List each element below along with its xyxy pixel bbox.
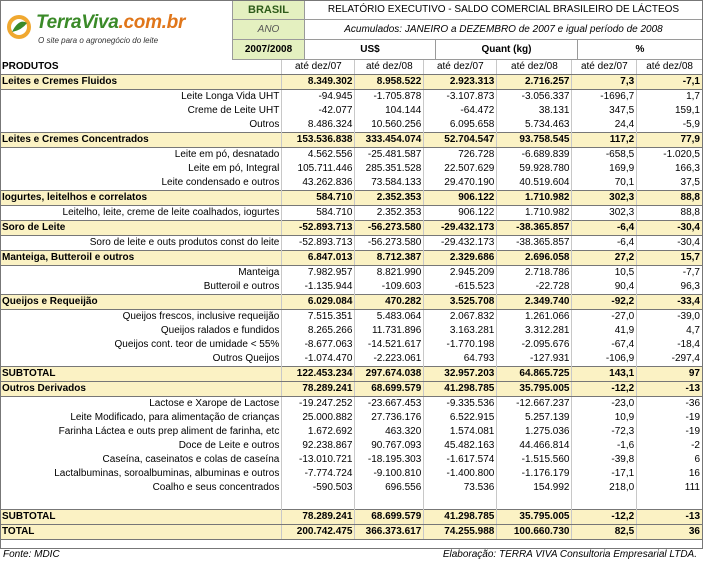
cell-pct-2008: 97 — [637, 367, 703, 382]
product-label: Leite em pó, desnatado — [0, 148, 282, 163]
cell-qty-2007: 6.095.658 — [424, 118, 497, 133]
cell-usd-2008: 27.736.176 — [355, 411, 424, 425]
group-row — [0, 191, 703, 206]
cell-pct-2008: 6 — [637, 453, 703, 467]
cell-qty-2008: -2.095.676 — [497, 338, 572, 352]
cell-qty-2007: 2.067.832 — [424, 310, 497, 325]
cell-usd-2007 — [282, 495, 355, 510]
cell-pct-2008: -33,4 — [637, 295, 703, 310]
cell-pct-2007: 117,2 — [572, 133, 637, 148]
cell-usd-2007: -13.010.721 — [282, 453, 355, 467]
cell-usd-2007: 122.453.234 — [282, 367, 355, 382]
cell-pct-2008: 36 — [637, 525, 703, 540]
col-header-qty-2007: até dez/07 — [424, 60, 497, 75]
cell-pct-2007: -72,3 — [572, 425, 637, 439]
spacer-row — [0, 495, 703, 510]
cell-usd-2008: 73.584.133 — [355, 176, 424, 191]
product-label: Coalho e seus concentrados — [0, 481, 282, 495]
cell-usd-2008: -109.603 — [355, 280, 424, 295]
cell-pct-2008: -2 — [637, 439, 703, 453]
table-row — [0, 338, 703, 352]
cell-pct-2007: 27,2 — [572, 251, 637, 266]
cell-usd-2007: 78.289.241 — [282, 510, 355, 525]
product-label: Leite Longa Vida UHT — [0, 90, 282, 105]
table-row — [0, 206, 703, 221]
cell-pct-2007: 218,0 — [572, 481, 637, 495]
cell-usd-2008: 68.699.579 — [355, 382, 424, 397]
product-label: SUBTOTAL — [0, 367, 282, 382]
product-label: Manteiga, Butteroil e outros — [0, 251, 282, 266]
logo-tagline: O site para o agronegócio do leite — [38, 36, 159, 45]
logo-brand-terra: Terra — [36, 12, 82, 33]
product-label: Queijos cont. teor de umidade < 55% — [0, 338, 282, 352]
cell-qty-2008: 44.466.814 — [497, 439, 572, 453]
cell-usd-2008: -9.100.810 — [355, 467, 424, 481]
product-label: Farinha Láctea e outs prep aliment de farinha, etc — [0, 425, 282, 439]
cell-qty-2008: -22.728 — [497, 280, 572, 295]
cell-usd-2008: 104.144 — [355, 104, 424, 118]
cell-qty-2008: 64.865.725 — [497, 367, 572, 382]
cell-qty-2008: 3.312.281 — [497, 324, 572, 338]
cell-qty-2008: 1.710.982 — [497, 206, 572, 221]
col-header-usd-2007: até dez/07 — [282, 60, 355, 75]
product-label: Leites e Cremes Concentrados — [0, 133, 282, 148]
cell-pct-2008: 88,8 — [637, 191, 703, 206]
table-row — [0, 118, 703, 133]
cell-usd-2007: 200.742.475 — [282, 525, 355, 540]
table-row — [0, 411, 703, 425]
cell-usd-2007: 25.000.882 — [282, 411, 355, 425]
cell-qty-2007: 45.482.163 — [424, 439, 497, 453]
report-title: RELATÓRIO EXECUTIVO - SALDO COMERCIAL BRASILEIRO DE LÁCTEOS — [305, 0, 703, 20]
cell-qty-2007 — [424, 495, 497, 510]
cell-qty-2008: 1.710.982 — [497, 191, 572, 206]
cell-qty-2007: -3.107.873 — [424, 90, 497, 105]
cell-qty-2008: 93.758.545 — [497, 133, 572, 148]
cell-pct-2007: -1696,7 — [572, 90, 637, 105]
cell-usd-2008: 2.352.353 — [355, 191, 424, 206]
cell-usd-2007: 92.238.867 — [282, 439, 355, 453]
cell-usd-2007: -19.247.252 — [282, 397, 355, 412]
cell-pct-2007: -12,2 — [572, 382, 637, 397]
cell-qty-2008: 38.131 — [497, 104, 572, 118]
cell-pct-2008: 1,7 — [637, 90, 703, 105]
cell-usd-2008: 463.320 — [355, 425, 424, 439]
cell-qty-2007: 2.329.686 — [424, 251, 497, 266]
globe-leaf-icon — [6, 14, 32, 40]
cell-qty-2007: -615.523 — [424, 280, 497, 295]
cell-usd-2007: -590.503 — [282, 481, 355, 495]
cell-qty-2007: 73.536 — [424, 481, 497, 495]
product-label: Leite em pó, Integral — [0, 162, 282, 176]
cell-usd-2008: 11.731.896 — [355, 324, 424, 338]
cell-pct-2007: -27,0 — [572, 310, 637, 325]
cell-qty-2007: 32.957.203 — [424, 367, 497, 382]
cell-pct-2008: -1.020,5 — [637, 148, 703, 163]
cell-pct-2007: -6,4 — [572, 221, 637, 236]
cell-qty-2007: 74.255.988 — [424, 525, 497, 540]
table-row — [0, 90, 703, 105]
cell-pct-2008: -19 — [637, 411, 703, 425]
cell-pct-2007: 169,9 — [572, 162, 637, 176]
cell-usd-2008: -56.273.580 — [355, 221, 424, 236]
cell-usd-2008: 297.674.038 — [355, 367, 424, 382]
cell-pct-2007: 70,1 — [572, 176, 637, 191]
product-label: Creme de Leite UHT — [0, 104, 282, 118]
cell-pct-2008: -18,4 — [637, 338, 703, 352]
report-subtitle: Acumulados: JANEIRO a DEZEMBRO de 2007 e igual período de 2008 — [305, 20, 703, 40]
cell-qty-2008: 2.718.786 — [497, 266, 572, 281]
report-header — [0, 0, 703, 60]
cell-qty-2008: 154.992 — [497, 481, 572, 495]
table-row — [0, 162, 703, 176]
cell-qty-2007: 6.522.915 — [424, 411, 497, 425]
cell-pct-2008: 16 — [637, 467, 703, 481]
cell-usd-2007: 6.029.084 — [282, 295, 355, 310]
table-row — [0, 397, 703, 412]
product-label: Queijos e Requeijão — [0, 295, 282, 310]
cell-usd-2007: -1.074.470 — [282, 352, 355, 367]
product-label: Outros Derivados — [0, 382, 282, 397]
product-label: Leites e Cremes Fluidos — [0, 75, 282, 90]
cell-qty-2008: 35.795.005 — [497, 382, 572, 397]
cell-usd-2008: 470.282 — [355, 295, 424, 310]
cell-usd-2007: -52.893.713 — [282, 236, 355, 251]
product-label: TOTAL — [0, 525, 282, 540]
cell-pct-2008: -39,0 — [637, 310, 703, 325]
col-group-quantity: Quant (kg) — [436, 40, 578, 60]
product-label: Soro de leite e outs produtos const do leite — [0, 236, 282, 251]
product-label: Leite Modificado, para alimentação de crianças — [0, 411, 282, 425]
cell-qty-2007: 3.163.281 — [424, 324, 497, 338]
cell-usd-2007: 584.710 — [282, 191, 355, 206]
cell-pct-2008: -13 — [637, 382, 703, 397]
cell-usd-2008: 2.352.353 — [355, 206, 424, 221]
col-group-usd: US$ — [305, 40, 436, 60]
cell-pct-2007: 7,3 — [572, 75, 637, 90]
cell-pct-2007: 143,1 — [572, 367, 637, 382]
group-row — [0, 251, 703, 266]
cell-qty-2007: 2.923.313 — [424, 75, 497, 90]
cell-usd-2007: 78.289.241 — [282, 382, 355, 397]
cell-qty-2008: 35.795.005 — [497, 510, 572, 525]
country-label: BRASIL — [233, 0, 305, 20]
cell-usd-2007: 584.710 — [282, 206, 355, 221]
table-row — [0, 352, 703, 367]
terraviva-logo — [0, 0, 233, 60]
product-label: Outros Queijos — [0, 352, 282, 367]
cell-qty-2007: 906.122 — [424, 206, 497, 221]
product-label: Leitelho, leite, creme de leite coalhados, iogurtes — [0, 206, 282, 221]
cell-usd-2007: -7.774.724 — [282, 467, 355, 481]
cell-qty-2008: -1.176.179 — [497, 467, 572, 481]
cell-qty-2007: 29.470.190 — [424, 176, 497, 191]
cell-usd-2008: 8.712.387 — [355, 251, 424, 266]
cell-usd-2008: -14.521.617 — [355, 338, 424, 352]
group-row — [0, 295, 703, 310]
logo-brand-domain: .com.br — [118, 12, 186, 33]
cell-pct-2008: -7,1 — [637, 75, 703, 90]
cell-pct-2008: -297,4 — [637, 352, 703, 367]
cell-pct-2007: -39,8 — [572, 453, 637, 467]
product-label: Queijos ralados e fundidos — [0, 324, 282, 338]
cell-pct-2008: -5,9 — [637, 118, 703, 133]
cell-qty-2008: 59.928.780 — [497, 162, 572, 176]
cell-qty-2008: 1.275.036 — [497, 425, 572, 439]
cell-pct-2008: 37,5 — [637, 176, 703, 191]
cell-usd-2007: -1.135.944 — [282, 280, 355, 295]
cell-pct-2007: 302,3 — [572, 206, 637, 221]
table-row — [0, 481, 703, 495]
table-row — [0, 453, 703, 467]
cell-usd-2008: -23.667.453 — [355, 397, 424, 412]
table-row — [0, 104, 703, 118]
cell-usd-2008: -56.273.580 — [355, 236, 424, 251]
cell-qty-2007: 726.728 — [424, 148, 497, 163]
year-label: ANO — [233, 20, 305, 40]
cell-usd-2007: -42.077 — [282, 104, 355, 118]
cell-pct-2007: -6,4 — [572, 236, 637, 251]
cell-pct-2008: -7,7 — [637, 266, 703, 281]
period-label: 2007/2008 — [233, 40, 305, 60]
table-row — [0, 324, 703, 338]
cell-qty-2008: 5.257.139 — [497, 411, 572, 425]
cell-qty-2008: 5.734.463 — [497, 118, 572, 133]
cell-qty-2008 — [497, 495, 572, 510]
product-label: Iogurtes, leitelhos e correlatos — [0, 191, 282, 206]
cell-usd-2008 — [355, 495, 424, 510]
cell-usd-2008: 90.767.093 — [355, 439, 424, 453]
table-row — [0, 236, 703, 251]
logo-brand — [36, 12, 185, 34]
cell-pct-2008: 88,8 — [637, 206, 703, 221]
cell-usd-2008: 696.556 — [355, 481, 424, 495]
cell-pct-2007: 41,9 — [572, 324, 637, 338]
cell-qty-2008: 2.696.058 — [497, 251, 572, 266]
total-row — [0, 525, 703, 540]
cell-qty-2008: 1.261.066 — [497, 310, 572, 325]
cell-pct-2008: 4,7 — [637, 324, 703, 338]
cell-usd-2008: -18.195.303 — [355, 453, 424, 467]
cell-pct-2008: 15,7 — [637, 251, 703, 266]
cell-usd-2008: -2.223.061 — [355, 352, 424, 367]
cell-qty-2007: -9.335.536 — [424, 397, 497, 412]
credit-note: Elaboração: TERRA VIVA Consultoria Empresarial LTDA. — [442, 549, 697, 560]
table-body — [0, 60, 703, 540]
product-label: Leite condensado e outros — [0, 176, 282, 191]
cell-pct-2007: 347,5 — [572, 104, 637, 118]
cell-pct-2008: 77,9 — [637, 133, 703, 148]
product-label — [0, 495, 282, 510]
cell-qty-2007: -29.432.173 — [424, 221, 497, 236]
cell-pct-2008: -36 — [637, 397, 703, 412]
logo-brand-viva: Viva — [81, 12, 119, 33]
cell-pct-2007: 10,5 — [572, 266, 637, 281]
cell-pct-2007: -12,2 — [572, 510, 637, 525]
cell-qty-2008: -38.365.857 — [497, 221, 572, 236]
cell-qty-2007: 2.945.209 — [424, 266, 497, 281]
cell-pct-2007: 302,3 — [572, 191, 637, 206]
total-row — [0, 367, 703, 382]
cell-pct-2007: -23,0 — [572, 397, 637, 412]
cell-qty-2008: -127.931 — [497, 352, 572, 367]
cell-qty-2008: -12.667.237 — [497, 397, 572, 412]
cell-qty-2008: 40.519.604 — [497, 176, 572, 191]
cell-usd-2008: 285.351.528 — [355, 162, 424, 176]
group-row — [0, 75, 703, 90]
cell-usd-2008: -25.481.587 — [355, 148, 424, 163]
cell-usd-2007: 8.265.266 — [282, 324, 355, 338]
table-row — [0, 439, 703, 453]
cell-usd-2007: 7.515.351 — [282, 310, 355, 325]
table-row — [0, 280, 703, 295]
cell-usd-2007: 6.847.013 — [282, 251, 355, 266]
cell-usd-2007: -52.893.713 — [282, 221, 355, 236]
cell-qty-2007: -1.770.198 — [424, 338, 497, 352]
cell-qty-2008: 2.716.257 — [497, 75, 572, 90]
cell-qty-2007: -1.617.574 — [424, 453, 497, 467]
cell-usd-2007: 153.536.838 — [282, 133, 355, 148]
cell-pct-2007: 90,4 — [572, 280, 637, 295]
cell-pct-2008: -30,4 — [637, 236, 703, 251]
cell-qty-2007: 906.122 — [424, 191, 497, 206]
product-label: Soro de Leite — [0, 221, 282, 236]
total-row — [0, 510, 703, 525]
cell-qty-2007: 22.507.629 — [424, 162, 497, 176]
cell-usd-2007: 105.711.446 — [282, 162, 355, 176]
cell-pct-2007: -106,9 — [572, 352, 637, 367]
cell-pct-2007: 24,4 — [572, 118, 637, 133]
group-row — [0, 382, 703, 397]
col-header-qty-2008: até dez/08 — [497, 60, 572, 75]
col-header-products: PRODUTOS — [0, 60, 282, 75]
cell-usd-2007: 1.672.692 — [282, 425, 355, 439]
source-note: Fonte: MDIC — [3, 549, 60, 560]
product-label: SUBTOTAL — [0, 510, 282, 525]
cell-usd-2008: 366.373.617 — [355, 525, 424, 540]
cell-qty-2007: 52.704.547 — [424, 133, 497, 148]
cell-pct-2008: -13 — [637, 510, 703, 525]
cell-qty-2008: -1.515.560 — [497, 453, 572, 467]
cell-pct-2008: 96,3 — [637, 280, 703, 295]
col-header-pct-2008: até dez/08 — [637, 60, 703, 75]
cell-usd-2007: 7.982.957 — [282, 266, 355, 281]
cell-pct-2007: -1,6 — [572, 439, 637, 453]
cell-qty-2008: -6.689.839 — [497, 148, 572, 163]
cell-usd-2007: -94.945 — [282, 90, 355, 105]
cell-qty-2007: 64.793 — [424, 352, 497, 367]
product-label: Caseína, caseinatos e colas de caseína — [0, 453, 282, 467]
product-label: Manteiga — [0, 266, 282, 281]
column-header-row — [0, 60, 703, 75]
cell-qty-2007: 41.298.785 — [424, 382, 497, 397]
cell-qty-2008: 2.349.740 — [497, 295, 572, 310]
cell-pct-2008: -30,4 — [637, 221, 703, 236]
table-row — [0, 425, 703, 439]
cell-usd-2008: 68.699.579 — [355, 510, 424, 525]
cell-usd-2007: 43.262.836 — [282, 176, 355, 191]
trade-balance-table — [0, 60, 703, 540]
table-row — [0, 176, 703, 191]
product-label: Doce de Leite e outros — [0, 439, 282, 453]
cell-pct-2008: 159,1 — [637, 104, 703, 118]
product-label: Lactose e Xarope de Lactose — [0, 397, 282, 412]
product-label: Lactalbuminas, soroalbuminas, albuminas e outros — [0, 467, 282, 481]
cell-pct-2007: -658,5 — [572, 148, 637, 163]
col-header-usd-2008: até dez/08 — [355, 60, 424, 75]
table-row — [0, 467, 703, 481]
cell-qty-2007: -1.400.800 — [424, 467, 497, 481]
cell-usd-2008: 10.560.256 — [355, 118, 424, 133]
cell-qty-2007: -29.432.173 — [424, 236, 497, 251]
cell-usd-2008: 5.483.064 — [355, 310, 424, 325]
group-row — [0, 133, 703, 148]
col-header-pct-2007: até dez/07 — [572, 60, 637, 75]
cell-pct-2007: -17,1 — [572, 467, 637, 481]
cell-pct-2008: 111 — [637, 481, 703, 495]
group-row — [0, 221, 703, 236]
cell-qty-2007: -64.472 — [424, 104, 497, 118]
cell-qty-2008: -38.365.857 — [497, 236, 572, 251]
cell-qty-2007: 1.574.081 — [424, 425, 497, 439]
cell-pct-2007 — [572, 495, 637, 510]
product-label: Queijos frescos, inclusive requeijão — [0, 310, 282, 325]
cell-pct-2008: 166,3 — [637, 162, 703, 176]
cell-usd-2008: 8.821.990 — [355, 266, 424, 281]
table-row — [0, 266, 703, 281]
cell-pct-2007: 10,9 — [572, 411, 637, 425]
cell-qty-2007: 41.298.785 — [424, 510, 497, 525]
product-label: Butteroil e outros — [0, 280, 282, 295]
cell-qty-2008: -3.056.337 — [497, 90, 572, 105]
cell-usd-2007: 8.349.302 — [282, 75, 355, 90]
cell-pct-2007: -92,2 — [572, 295, 637, 310]
cell-usd-2008: 8.958.522 — [355, 75, 424, 90]
cell-qty-2008: 100.660.730 — [497, 525, 572, 540]
product-label: Outros — [0, 118, 282, 133]
cell-pct-2008: -19 — [637, 425, 703, 439]
cell-usd-2007: -8.677.063 — [282, 338, 355, 352]
cell-pct-2007: 82,5 — [572, 525, 637, 540]
cell-usd-2008: -1.705.878 — [355, 90, 424, 105]
table-row — [0, 148, 703, 163]
col-group-percent: % — [578, 40, 703, 60]
cell-usd-2008: 333.454.074 — [355, 133, 424, 148]
cell-qty-2007: 3.525.708 — [424, 295, 497, 310]
cell-pct-2007: -67,4 — [572, 338, 637, 352]
table-row — [0, 310, 703, 325]
cell-pct-2008 — [637, 495, 703, 510]
cell-usd-2007: 8.486.324 — [282, 118, 355, 133]
cell-usd-2007: 4.562.556 — [282, 148, 355, 163]
